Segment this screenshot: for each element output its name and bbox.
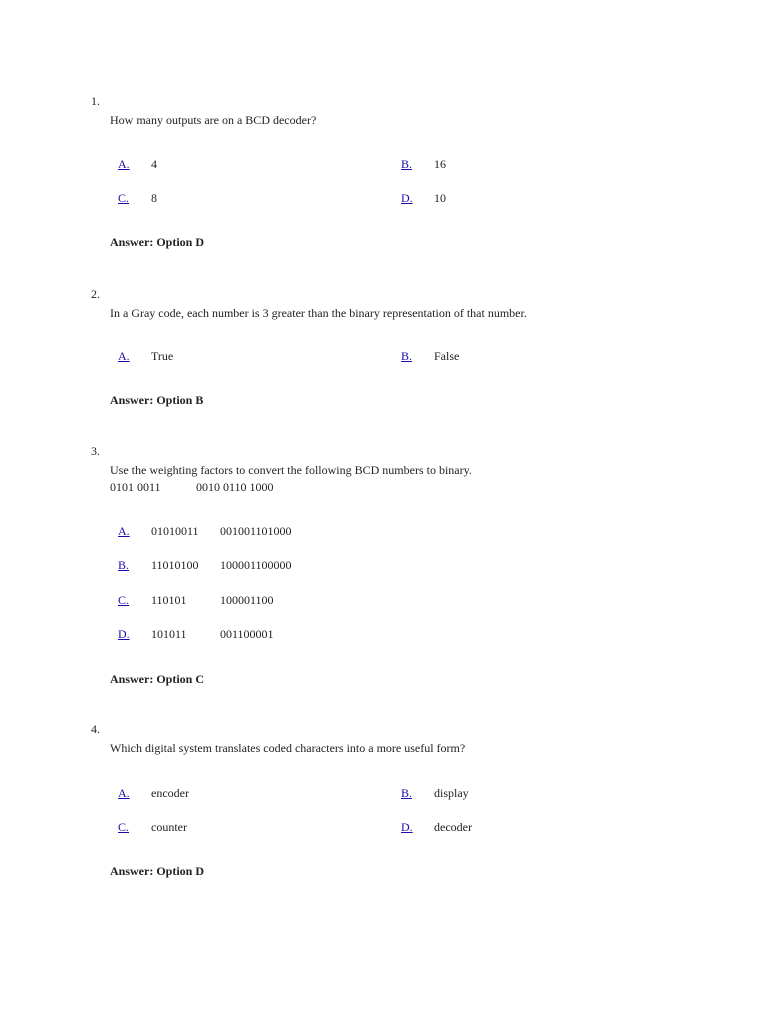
option-c-link[interactable]: C. <box>118 820 130 834</box>
question-text: In a Gray code, each number is 3 greater than the binary representation of that number. <box>110 306 527 320</box>
option-d-value: decoder <box>434 820 472 834</box>
question-text: Which digital system translates coded characters into a more useful form? <box>110 741 466 755</box>
option-c-link[interactable]: C. <box>118 191 130 205</box>
option-c-value-2: 100001100 <box>220 593 274 607</box>
option-a-value: 4 <box>151 157 157 171</box>
option-a-value: encoder <box>151 786 189 800</box>
option-b-value: False <box>434 349 460 363</box>
question-number: 3. <box>91 444 100 458</box>
option-d-link[interactable]: D. <box>401 191 413 205</box>
option-a-value: True <box>151 349 174 363</box>
option-d-value: 10 <box>434 191 446 205</box>
answer-text: Answer: Option D <box>110 864 205 878</box>
option-d-value-2: 001100001 <box>220 627 274 641</box>
option-d-link[interactable]: D. <box>401 820 413 834</box>
question-number: 4. <box>91 722 100 736</box>
option-b-link[interactable]: B. <box>118 558 130 572</box>
option-c-value: 8 <box>151 191 157 205</box>
option-c-link[interactable]: C. <box>118 593 130 607</box>
option-b-link[interactable]: B. <box>401 157 413 171</box>
question-number: 1. <box>91 94 100 108</box>
question-number: 2. <box>91 287 100 301</box>
option-a-value-2: 001001101000 <box>220 524 292 538</box>
option-d-link[interactable]: D. <box>118 627 130 641</box>
option-a-link[interactable]: A. <box>118 349 130 363</box>
option-a-value: 01010011 <box>151 524 199 538</box>
option-b-value-2: 100001100000 <box>220 558 292 572</box>
option-a-link[interactable]: A. <box>118 524 130 538</box>
option-b-value: display <box>434 786 469 800</box>
bcd-number-2: 0010 0110 1000 <box>196 480 274 494</box>
option-d-value: 101011 <box>151 627 187 641</box>
option-b-value: 11010100 <box>151 558 199 572</box>
option-c-value: 110101 <box>151 593 187 607</box>
option-c-value: counter <box>151 820 187 834</box>
bcd-number-1: 0101 0011 <box>110 480 161 494</box>
answer-text: Answer: Option B <box>110 393 204 407</box>
answer-text: Answer: Option D <box>110 235 205 249</box>
option-b-value: 16 <box>434 157 446 171</box>
option-a-link[interactable]: A. <box>118 157 130 171</box>
option-b-link[interactable]: B. <box>401 786 413 800</box>
question-text: Use the weighting factors to convert the following BCD numbers to binary. <box>110 463 472 477</box>
question-text: How many outputs are on a BCD decoder? <box>110 113 317 127</box>
answer-text: Answer: Option C <box>110 672 205 686</box>
option-b-link[interactable]: B. <box>401 349 413 363</box>
option-a-link[interactable]: A. <box>118 786 130 800</box>
